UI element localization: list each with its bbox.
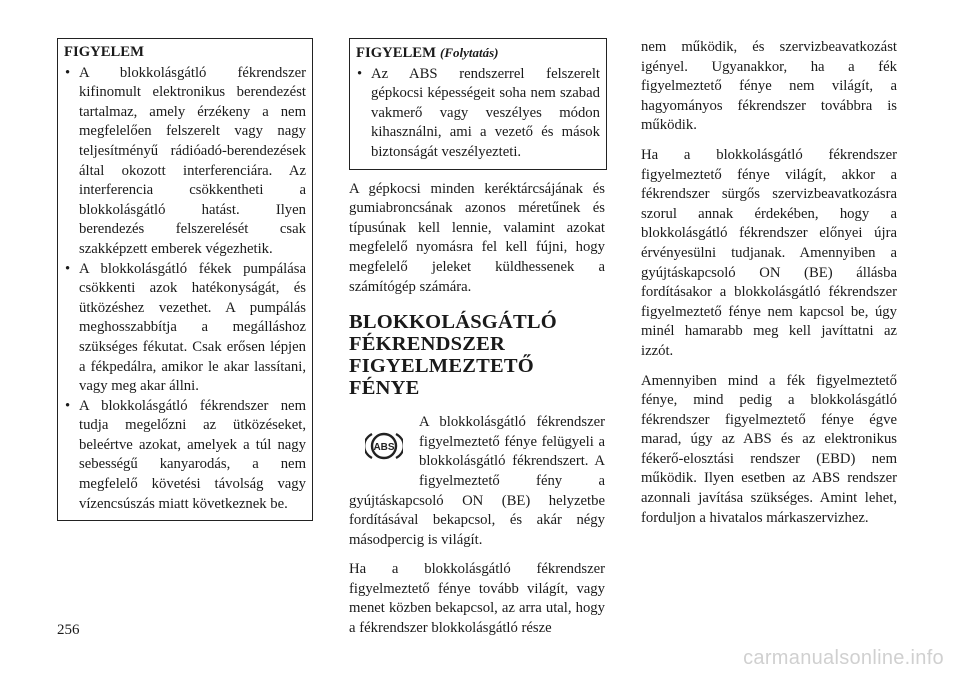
abs-intro	[349, 413, 605, 550]
warning-title	[356, 43, 600, 64]
warning-item: • A blokkolásgátló fékek pumpálása csökkenti azok hatékonyságát, és ütközéshez vezethet. A pumpálás meghosszabbítja a megálláshoz szükséges fékutat. Csak erősen lépjen a fékpedálra, amikor le akar lassítani, vagy meg akar állni.	[64, 260, 306, 397]
warning-box-continued	[349, 38, 607, 170]
body-paragraph: A blokkolásgátló fékrendszer figyelmeztető fénye felügyeli a blokkolásgátló fékrendszert. A figyelmeztető fény a gyújtáskapcsoló ON (BE) helyzetbe fordításával bekapcsol, és akár négy másodpercig is világít.	[349, 414, 605, 548]
warning-title: FIGYELEM	[64, 44, 144, 60]
page-number: 256	[57, 622, 80, 638]
warning-box	[57, 38, 313, 521]
right-column	[641, 38, 897, 538]
body-paragraph: Ha a blokkolásgátló fékrendszer figyelmeztető fénye tovább világít, vagy menet közben bekapcsol, az arra utal, hogy a fékrendszer blokkolásgátló része	[349, 561, 605, 637]
body-paragraph: Amennyiben mind a fék figyelmeztető fénye, mind pedig a blokkolásgátló fékrendszer figyelmeztető fénye égve marad, úgy az ABS és az elektronikus fékerő-elosztási rendszer (EBD) nem működik. Ilyen esetben az ABS rendszer azonnali javítása szükséges. Amint lehet, forduljon a hivatalos márkaszervizhez.	[641, 372, 897, 526]
abs-icon-label: ABS	[373, 442, 395, 454]
warning-item: • Az ABS rendszerrel felszerelt gépkocsi képességeit soha nem szabad vakmerő vagy veszélyes módon kihasználni, ami a vezető és mások biztonságát veszélyezteti.	[356, 65, 600, 163]
section-heading: BLOKKOLÁSGÁTLÓ FÉKRENDSZER FIGYELMEZTETŐ FÉNYE	[349, 311, 557, 400]
warning-list	[64, 64, 306, 515]
warning-continued-label: (Folytatás)	[439, 45, 499, 60]
body-paragraph: nem működik, és szervizbeavatkozást igényel. Ugyanakkor, ha a fék figyelmeztető fénye nem világít, a hagyományos fékrendszer továbbra is működik.	[641, 39, 897, 134]
body-paragraph: Ha a blokkolásgátló fékrendszer figyelmeztető fénye világít, akkor a fékrendszer sürgős szervizbeavatkozásra szorul annak érdekében, hogy a blokkolásgátló fékrendszer előnyei újra érvényesülni tudjanak. Amennyiben a gyújtáskapcsoló ON (BE) állásba fordításakor a blokkolásgátló fékrendszer figyelmeztető fénye nem kapcsol be, úgy minél hamarabb meg kell javíttatni az izzót.	[641, 146, 897, 359]
left-column	[57, 38, 313, 521]
abs-warning-light-icon	[349, 417, 419, 475]
warning-title-text: FIGYELEM	[356, 45, 436, 61]
watermark: carmanualsonline.info	[743, 647, 944, 669]
middle-column	[349, 38, 605, 649]
warning-item: • A blokkolásgátló fékrendszer nem tudja megelőzni az ütközéseket, beleértve azokat, amelyek a túl nagy sebességű kanyarodás, a nem megfelelő követési távolság vagy vízencsúszás miatt következnek be.	[64, 397, 306, 515]
body-paragraph: A gépkocsi minden keréktárcsájának és gumiabroncsának azonos méretűnek és típusúnak kell lennie, valamint azokat megfelelő nyomásra fel kell fújni, hogy megfelelő jeleket küldhessenek a számítógép számára.	[349, 180, 605, 295]
warning-item: • A blokkolásgátló fékrendszer kifinomult elektronikus berendezést tartalmaz, amely érzékeny a nem megfelelően felszerelt vagy nagy teljesítményű rádióadó-berendezések által okozott interferenciára. Az interferencia csökkentheti a blokkolásgátló hatást. Ilyen berendezés felszerelését csak szakképzett emberek végezhetik.	[64, 64, 306, 260]
warning-list	[356, 65, 600, 163]
